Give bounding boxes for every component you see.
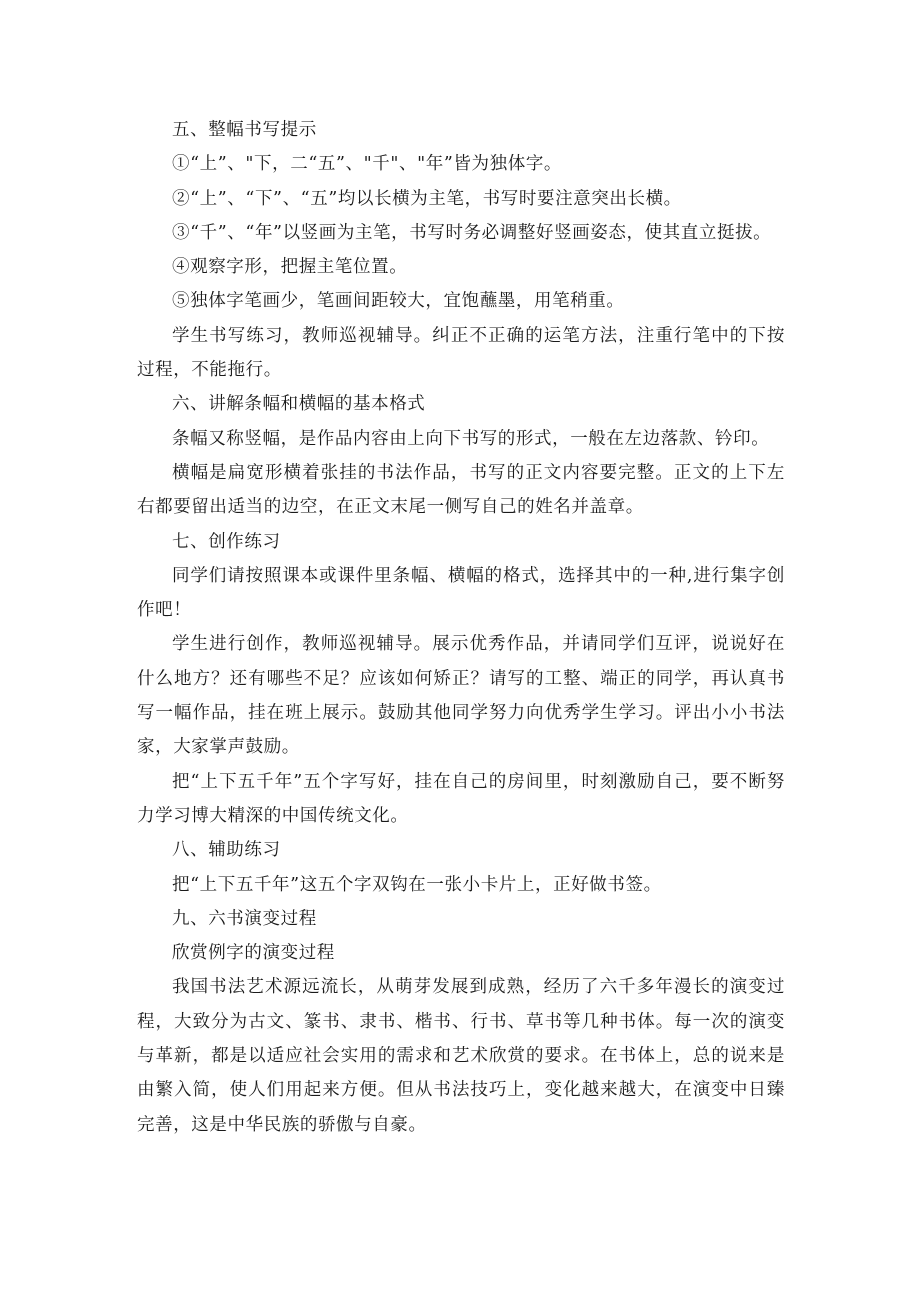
vertical-scroll-paragraph: 条幅又称竖幅，是作品内容由上向下书写的形式，一般在左边落款、钤印。 — [172, 428, 770, 449]
evolution-subheading: 欣赏例字的演变过程 — [172, 943, 335, 964]
tip-item-3: ③“千”、“年”以竖画为主笔，书写时务必调整好竖画姿态，使其直立挺拔。 — [172, 222, 772, 243]
bookmark-paragraph: 把“上下五千年”这五个字双钩在一张小卡片上，正好做书签。 — [172, 874, 662, 895]
creation-instruction-paragraph: 同学们请按照课本或课件里条幅、横幅的格式，选择其中的一种,进行集字创作吧！ — [137, 565, 785, 621]
tip-item-2: ②“上”、“下”、“五”均以长横为主笔，书写时要注意突出长横。 — [172, 188, 682, 209]
section-heading-6: 六、讲解条幅和横幅的基本格式 — [172, 394, 426, 415]
horizontal-scroll-paragraph: 横幅是扁宽形横着张挂的书法作品，书写的正文内容要完整。正文的上下左右都要留出适当的边空，在正文末尾一侧写自己的姓名并盖章。 — [137, 462, 785, 518]
section-heading-8: 八、辅助练习 — [172, 840, 281, 861]
document-page — [137, 113, 785, 1142]
tip-item-4: ④观察字形，把握主笔位置。 — [172, 257, 408, 278]
tip-item-1: ①“上”、"下，二“五”、"千"、"年”皆为独体字。 — [172, 154, 563, 175]
evolution-paragraph: 我国书法艺术源远流长，从萌芽发展到成熟，经历了六千多年漫长的演变过程，大致分为古文、篆书、隶书、楷书、行书、草书等几种书体。每一次的演变与革新，都是以适应社会实用的需求和艺术欣赏的要求。在书体上，总的说来是由繁入简，使人们用起来方便。但从书法技巧上，变化越来越大，在演变中日臻完善，这是中华民族的骄傲与自豪。 — [137, 977, 785, 1135]
creation-activity-paragraph: 学生进行创作，教师巡视辅导。展示优秀作品，并请同学们互评，说说好在什么地方？还有哪些不足？应该如何矫正？请写的工整、端正的同学，再认真书写一幅作品，挂在班上展示。鼓励其他同学努力向优秀学生学习。评出小小书法家，大家掌声鼓励。 — [137, 634, 785, 758]
practice-paragraph: 学生书写练习，教师巡视辅导。纠正不正确的运笔方法，注重行笔中的下按过程，不能拖行。 — [137, 325, 785, 381]
section-heading-7: 七、创作练习 — [172, 531, 281, 552]
tip-item-5: ⑤独体字笔画少，笔画间距较大，宜饱蘸墨，用笔稍重。 — [172, 291, 625, 312]
motivation-paragraph: 把“上下五千年”五个字写好，挂在自己的房间里，时刻激励自己，要不断努力学习博大精深的中国传统文化。 — [137, 771, 785, 826]
section-heading-5: 五、整幅书写提示 — [172, 120, 317, 140]
section-heading-9: 九、六书演变过程 — [172, 908, 317, 929]
